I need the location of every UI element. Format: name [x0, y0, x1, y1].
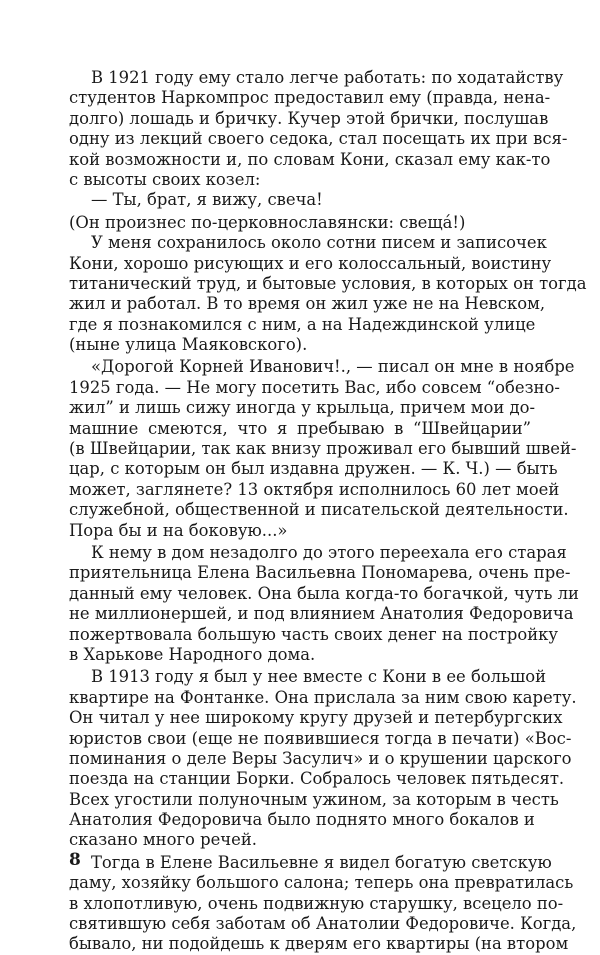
text-line: юристов свои (еще не появившиеся тогда в печати) «Вос- [69, 728, 572, 748]
text-line: пожертвовала большую часть своих денег на постройку [69, 624, 559, 644]
text-line: с высоты своих козел: [69, 169, 261, 189]
text-line: 1925 года. — Не могу посетить Вас, ибо совсем “обезно- [69, 377, 560, 397]
text-line: служебной, общественной и писательской деятельности. [69, 500, 569, 520]
text-line: поезда на станции Борки. Собралось человек пятьдесят. [69, 769, 565, 789]
text-line: может, заглянете? 13 октября исполнилось 60 лет моей [69, 479, 560, 499]
text-line: машние смеются, что я пребываю в “Швейцарии” [69, 418, 531, 438]
text-line: жил” и лишь сижу иногда у крыльца, причем мои до- [69, 398, 536, 418]
text-line: сказано много речей. [69, 830, 257, 850]
text-line: В 1921 году ему стало легче работать: по ходатайству [91, 68, 564, 87]
text-line: Анатолия Федоровича было поднято много бокалов и [69, 810, 535, 830]
text-line: Кони, хорошо рисующих и его колоссальный, воистину [69, 253, 552, 273]
text-line: в хлопотливую, очень подвижную старушку, всецело по- [69, 893, 564, 913]
text-line: У меня сохранилось около сотни писем и записочек [91, 233, 547, 253]
text-line: не миллионершей, и под влиянием Анатолия Федоровича [69, 604, 574, 624]
text-line: — Ты, брат, я вижу, свеча! [91, 190, 323, 210]
text-line: цар, с которым он был издавна дружен. — К. Ч.) — быть [69, 459, 558, 479]
text-line: кой возможности и, по словам Кони, сказал ему как-то [69, 149, 551, 169]
text-line: (в Швейцарии, так как внизу проживал его бывший швей- [69, 439, 577, 459]
page-number: 8 [69, 850, 81, 870]
text-line: долго) лошадь и бричку. Кучер этой брички, послушав [69, 108, 549, 128]
text-line: «Дорогой Корней Иванович!., — писал он мне в ноябре [91, 357, 575, 377]
text-line: титанический труд, и бытовые условия, в которых он тогда [69, 273, 587, 293]
text-line: поминания о деле Веры Засулич» и о крушении царского [69, 748, 572, 768]
text-line: (ныне улица Маяковского). [69, 335, 308, 355]
text-line: где я познакомился с ним, а на Надеждинской улице [69, 314, 536, 334]
text-line: данный ему человек. Она была когда-то богачкой, чуть ли [69, 583, 579, 603]
text-line: Всех угостили полуночным ужином, за которым в честь [69, 789, 559, 809]
text-line: святившую себя заботам об Анатолии Федоровиче. Когда, [69, 914, 577, 934]
text-line: одну из лекций своего седока, стал посещать их при вся- [69, 129, 568, 149]
text-line: приятельница Елена Васильевна Пономарева, очень пре- [69, 563, 571, 583]
body-text [69, 68, 587, 955]
text-line: (Он произнес по-церковнославянски: свещá!) [69, 212, 466, 232]
text-line: Он читал у нее широкому кругу друзей и петербургских [69, 708, 563, 728]
text-line: В 1913 году я был у нее вместе с Кони в ее большой [91, 667, 547, 687]
text-line: К нему в дом незадолго до этого переехала его старая [91, 542, 567, 562]
text-line: даму, хозяйку большого салона; теперь она превратилась [69, 873, 574, 893]
text-line: бывало, ни подойдешь к дверям его квартиры (на втором [69, 934, 569, 954]
text-line: жил и работал. В то время он жил уже не на Невском, [69, 294, 546, 314]
text-line: студентов Наркомпрос предоставил ему (правда, нена- [69, 88, 551, 108]
text-line: в Харькове Народного дома. [69, 644, 316, 664]
text-line: Тогда в Елене Васильевне я видел богатую светскую [91, 852, 552, 872]
text-line: квартире на Фонтанке. Она прислала за ним свою карету. [69, 687, 577, 707]
text-line: Пора бы и на боковую...» [69, 520, 288, 540]
